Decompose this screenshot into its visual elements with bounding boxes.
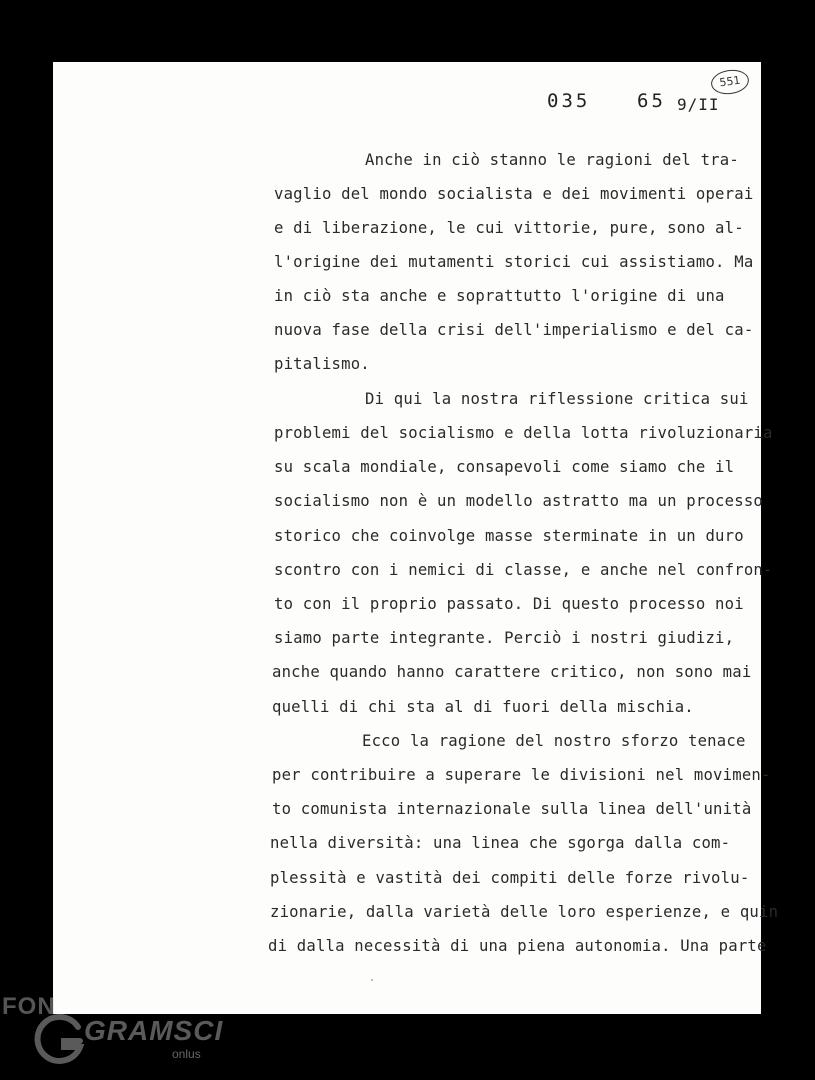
text-line: storico che coinvolge masse sterminate in un duro [274,527,744,545]
page-code: 035 [547,90,591,112]
text-line: l'origine dei mutamenti storici cui assistiamo. Ma [274,253,754,271]
logo-suffix: onlus [172,1047,201,1061]
text-line: di dalla necessità di una piena autonomia. Una parte [268,937,767,955]
section-number: 9/II [677,95,720,114]
paper-speck [371,979,373,981]
logo-g-mark-icon [34,1013,88,1067]
logo-name: GRAMSCI [84,1015,224,1046]
text-line: anche quando hanno carattere critico, non sono mai [272,663,752,681]
text-line: in ciò sta anche e soprattutto l'origine di una [274,287,725,305]
text-line: nuova fase della crisi dell'imperialismo e del ca- [274,321,754,339]
text-line: quelli di chi sta al di fuori della mischia. [272,698,694,716]
text-line: su scala mondiale, consapevoli come siamo che il [274,458,735,476]
text-line: scontro con i nemici di classe, e anche nel confron- [274,561,773,579]
text-line: to comunista internazionale sulla linea dell'unità [272,800,752,818]
text-line: e di liberazione, le cui vittorie, pure, sono al- [274,219,744,237]
page-number: 65 [637,90,666,112]
document-page [53,62,779,1014]
text-line: to con il proprio passato. Di questo processo noi [274,595,744,613]
text-line: socialismo non è un modello astratto ma un processo [274,492,763,510]
text-line: plessità e vastità dei compiti delle forze rivolu- [270,869,750,887]
text-line: siamo parte integrante. Perciò i nostri giudizi, [274,629,735,647]
text-line: Anche in ciò stanno le ragioni del tra- [365,151,739,169]
text-line: pitalismo. [274,355,370,373]
text-line: per contribuire a superare le divisioni nel movimen- [272,766,771,784]
logo-prefix: FON [2,993,56,1020]
text-line: nella diversità: una linea che sgorga dalla com- [270,834,731,852]
text-line: Ecco la ragione del nostro sforzo tenace [362,732,746,750]
text-line: Di qui la nostra riflessione critica sui [365,390,749,408]
text-line: vaglio del mondo socialista e dei movimenti operai [274,185,754,203]
text-line: zionarie, dalla varietà delle loro esperienze, e quin [270,903,779,921]
watermark-logo [0,985,224,1075]
archive-stamp: 551 [710,67,751,96]
text-line: problemi del socialismo e della lotta rivoluzionaria [274,424,773,442]
